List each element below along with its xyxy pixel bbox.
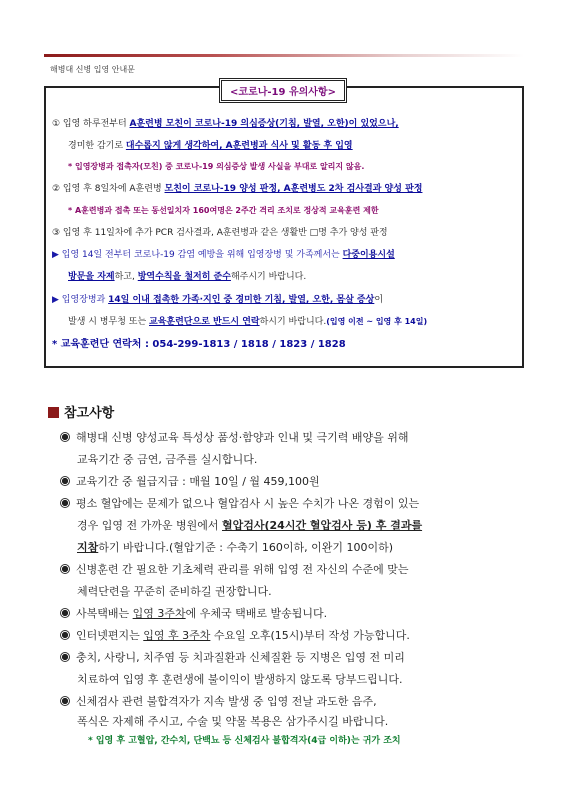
ref-item-7-cont: 치료하여 입영 후 훈련생에 불이익이 발생하지 않도록 당부드립니다. <box>77 673 403 686</box>
notice-title-wrap <box>0 78 566 103</box>
bullet-icon <box>60 652 70 662</box>
bullet-icon <box>60 564 70 574</box>
ref-item-6: 인터넷편지는 입영 후 3주차 수요일 오후(15시)부터 작성 가능합니다. <box>60 625 410 647</box>
ref-item-3-cont2: 지참하기 바랍니다.(혈압기준 : 수축기 160이하, 이완기 100이하) <box>77 541 394 554</box>
notice-line-6: ③ 입영 후 11일차에 추가 PCR 검사결과, A훈련병과 같은 생활반 □명 추가 양성 판정 <box>52 228 388 238</box>
notice-line-2: 경미한 감기로 대수롭지 않게 생각하여, A훈련병과 식사 및 활동 후 입영 <box>68 141 353 151</box>
ref-item-4: 신병훈련 간 필요한 기초체력 관리를 위해 입영 전 자신의 수준에 맞는 <box>60 559 409 581</box>
bullet-icon <box>60 630 70 640</box>
notice-line-10: 발생 시 병무청 또는 교육훈련단으로 반드시 연락하시기 바랍니다.(입영 이전 ~ 입영 후 14일) <box>68 317 428 327</box>
ref-item-8: 신체검사 관련 불합격자가 지속 발생 중 입영 전날 과도한 음주, <box>60 691 377 713</box>
ref-item-3-cont: 경우 입영 전 가까운 병원에서 혈압검사(24시간 혈압검사 등) 후 결과를 <box>77 519 423 532</box>
ref-item-7: 충치, 사랑니, 치주염 등 치과질환과 신체질환 등 지병은 입영 전 미리 <box>60 647 405 669</box>
notice-line-5: * A훈련병과 접촉 또는 동선일치자 160여명은 2주간 격리 조치로 정상적 교육훈련 제한 <box>68 206 379 215</box>
notice-line-3: * 입영장병과 접촉자(모친) 중 코로나-19 의심증상 발생 사실을 부대로 알리지 않음. <box>68 162 365 171</box>
notice-title: <코로나-19 유의사항> <box>219 78 347 103</box>
notice-line-4: ② 입영 후 8일차에 A훈련병 모친이 코로나-19 양성 판정, A훈련병도 2차 검사결과 양성 판정 <box>52 184 423 194</box>
bullet-icon <box>60 476 70 486</box>
reference-section-title: 참고사항 <box>48 402 114 421</box>
ref-item-1-cont: 교육기간 중 금연, 금주를 실시합니다. <box>77 453 258 466</box>
footnote: * 입영 후 고혈압, 간수치, 단백뇨 등 신체검사 불합격자(4급 이하)는 귀가 조치 <box>88 736 401 746</box>
ref-item-1: 해병대 신병 양성교육 특성상 품성·함양과 인내 및 극기력 배양을 위해 <box>60 427 409 449</box>
bullet-icon <box>60 432 70 442</box>
bullet-icon <box>60 498 70 508</box>
ref-item-4-cont: 체력단련을 꾸준히 준비하길 권장합니다. <box>77 585 272 598</box>
ref-item-3: 평소 혈압에는 문제가 없으나 혈압검사 시 높은 수치가 나온 경험이 있는 <box>60 493 419 515</box>
header-rule <box>44 54 524 57</box>
contact-line: * 교육훈련단 연락처 : 054-299-1813 / 1818 / 1823 / 1828 <box>52 339 346 350</box>
notice-line-7: ▶ 입영 14일 전부터 코로나-19 감염 예방을 위해 입영장병 및 가족께서는 다중이용시설 <box>52 250 395 260</box>
document-header: 해병대 신병 입영 안내문 <box>50 65 135 74</box>
section-square-icon <box>48 407 59 418</box>
notice-line-1: ① 입영 하루전부터 A훈련병 모친이 코로나-19 의심증상(기침, 발열, 오한)이 있었으나, <box>52 119 399 129</box>
bullet-icon <box>60 608 70 618</box>
ref-item-5: 사복택배는 입영 3주차에 우체국 택배로 발송됩니다. <box>60 603 327 625</box>
notice-line-9: ▶ 입영장병과 14일 이내 접촉한 가족·지인 중 경미한 기침, 발열, 오한, 몸살 증상이 <box>52 295 384 305</box>
ref-item-8-cont: 폭식은 자제해 주시고, 수술 및 약물 복용은 삼가주시길 바랍니다. <box>77 715 389 728</box>
notice-line-8: 방문을 자제하고, 방역수칙을 철저히 준수해주시기 바랍니다. <box>68 272 307 282</box>
ref-item-2: 교육기간 중 월급지급 : 매월 10일 / 월 459,100원 <box>60 471 320 493</box>
bullet-icon <box>60 696 70 706</box>
